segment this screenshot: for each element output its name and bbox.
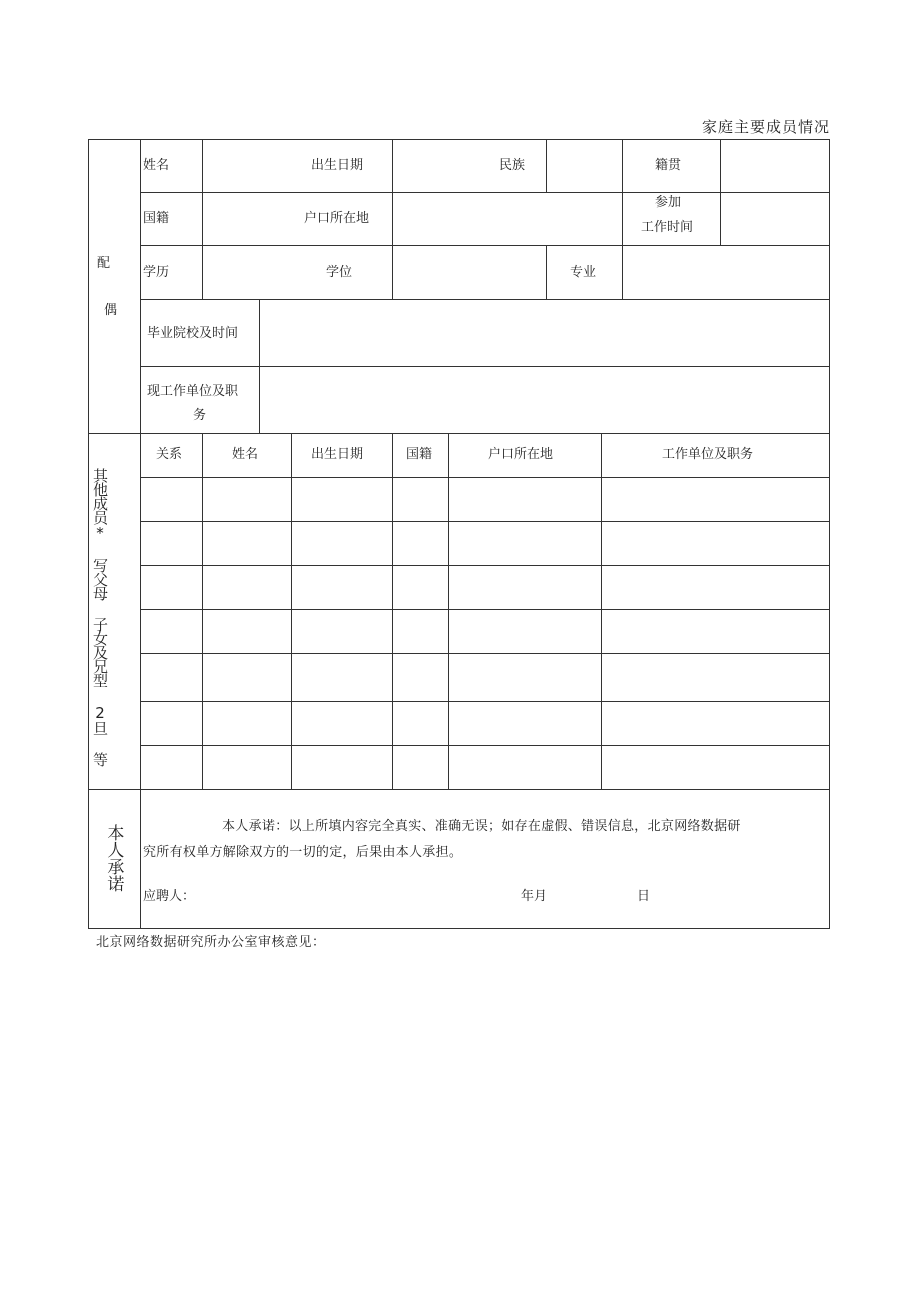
column-divider [546, 245, 547, 299]
label-major: 专业 [570, 265, 597, 280]
column-divider [622, 140, 623, 299]
family-members-table [88, 139, 830, 929]
office-review-note: 北京网络数据研究所办公室审核意见： [96, 935, 326, 950]
spouse-label-2: 偶 [104, 303, 118, 318]
row-divider [140, 701, 830, 702]
column-divider [448, 433, 449, 789]
left-column-divider [140, 789, 141, 929]
pledge-side-label: 本人承诺 [103, 824, 124, 892]
row-divider [140, 192, 830, 193]
date-day: 日 [637, 889, 651, 904]
row-divider [140, 565, 830, 566]
column-divider [259, 299, 260, 433]
column-divider [601, 433, 602, 789]
label-work-start-1: 参加 [655, 195, 682, 210]
column-divider [202, 140, 203, 299]
page-title: 家庭主要成员情况 [701, 118, 830, 136]
column-divider [546, 140, 547, 192]
row-divider [140, 477, 830, 478]
label-education: 学历 [143, 265, 170, 280]
col-header-birth-date: 出生日期 [311, 447, 364, 462]
row-divider [140, 609, 830, 610]
section-divider [89, 433, 830, 434]
column-divider [392, 433, 393, 789]
label-name: 姓名 [143, 158, 170, 173]
row-divider [140, 366, 830, 367]
col-header-name: 姓名 [232, 447, 259, 462]
row-divider [140, 653, 830, 654]
date-year-month: 年月 [521, 889, 548, 904]
pledge-text-line2: 究所有权单方解除双方的一切的定，后果由本人承担。 [143, 845, 463, 860]
row-divider [140, 299, 830, 300]
label-native-place: 籍贯 [655, 158, 682, 173]
col-header-work-unit: 工作单位及职务 [662, 447, 754, 462]
label-degree: 学位 [326, 265, 353, 280]
label-ethnicity: 民族 [499, 158, 526, 173]
left-column-divider [140, 140, 141, 790]
row-divider [140, 245, 830, 246]
label-work-start-2: 工作时间 [641, 220, 694, 235]
row-divider [140, 521, 830, 522]
label-nationality: 国籍 [143, 211, 170, 226]
col-header-household: 户口所在地 [488, 447, 554, 462]
column-divider [202, 433, 203, 789]
label-current-job-1: 现工作单位及职 [147, 384, 239, 399]
section-divider [89, 789, 830, 790]
spouse-label-1: 配 [97, 256, 111, 271]
column-divider [720, 140, 721, 245]
other-members-side-label: 其他成员* 写父母 子女及兄型 2旦 等 [91, 468, 109, 766]
pledge-text-line1: 本人承诺：以上所填内容完全真实、准确无误；如存在虚假、错误信息，北京网络数据研 [222, 819, 741, 834]
row-divider [140, 745, 830, 746]
label-household-registration: 户口所在地 [304, 211, 370, 226]
col-header-nationality: 国籍 [406, 447, 433, 462]
applicant-label: 应聘人： [143, 889, 196, 904]
col-header-relation: 关系 [156, 447, 183, 462]
label-current-job-2: 务 [193, 408, 207, 423]
column-divider [291, 433, 292, 789]
column-divider [392, 140, 393, 299]
label-graduation: 毕业院校及时间 [147, 326, 239, 341]
label-birth-date: 出生日期 [311, 158, 364, 173]
